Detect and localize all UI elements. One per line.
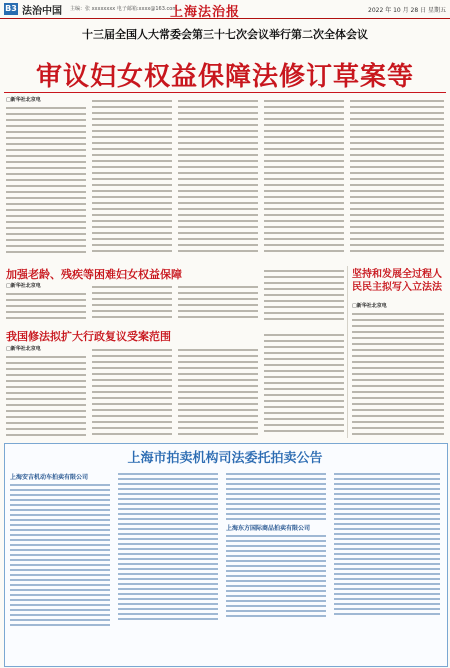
- auction-company-2: 上海东方国际商品拍卖有限公司: [226, 525, 311, 532]
- auction-col-1: [10, 470, 110, 662]
- article-3-col-1: □新华社北京电: [6, 345, 86, 437]
- page-header: [0, 0, 450, 19]
- newspaper-logo: 上海法治报: [170, 5, 241, 20]
- body-column-2: [92, 96, 172, 261]
- article-1-col-3: [178, 282, 258, 322]
- article-2-col: □新华社北京电: [352, 302, 444, 437]
- main-headline: 审议妇女权益保障法修订草案等: [35, 62, 414, 92]
- kicker-headline: 十三届全国人大常委会第三十七次会议举行第二次全体会议: [82, 28, 368, 41]
- auction-col-3: [226, 470, 326, 662]
- column-divider: [347, 266, 348, 438]
- auction-notice-title: 上海市拍卖机构司法委托拍卖公告: [127, 451, 323, 466]
- issue-date: 2022 年 10 月 28 日 星期五: [368, 7, 446, 14]
- auction-col-2: [118, 470, 218, 662]
- page-number-badge: B3: [5, 4, 17, 13]
- section-name: 法治中国: [22, 6, 62, 17]
- headline-rule: [4, 92, 446, 93]
- body-column-3: [178, 96, 258, 261]
- article-3-col-3: [178, 345, 258, 437]
- body-column-1: [6, 96, 86, 261]
- article-1-col-2: [92, 282, 172, 322]
- article-headline-2: 坚持和发展全过程人民民主拟写入立法法: [352, 269, 442, 293]
- auction-company-1: 上海安吉机动车拍卖有限公司: [10, 474, 89, 481]
- body-column-5: [350, 96, 444, 261]
- article-1-col-4: [264, 266, 344, 324]
- article-headline-1: 加强老龄、残疾等困难妇女权益保障: [6, 268, 182, 281]
- editor-info: 主编：张 xxxxxxxx 电子邮箱:xxxx@163.com: [70, 6, 178, 12]
- article-3-col-4: [264, 330, 344, 437]
- auction-col-4: [334, 470, 440, 662]
- body-column-4: [264, 96, 344, 261]
- article-1-col-1: □新华社北京电: [6, 282, 86, 322]
- article-3-col-2: [92, 345, 172, 437]
- byline: □新华社北京电: [6, 97, 41, 103]
- article-headline-3: 我国修法拟扩大行政复议受案范围: [6, 330, 171, 343]
